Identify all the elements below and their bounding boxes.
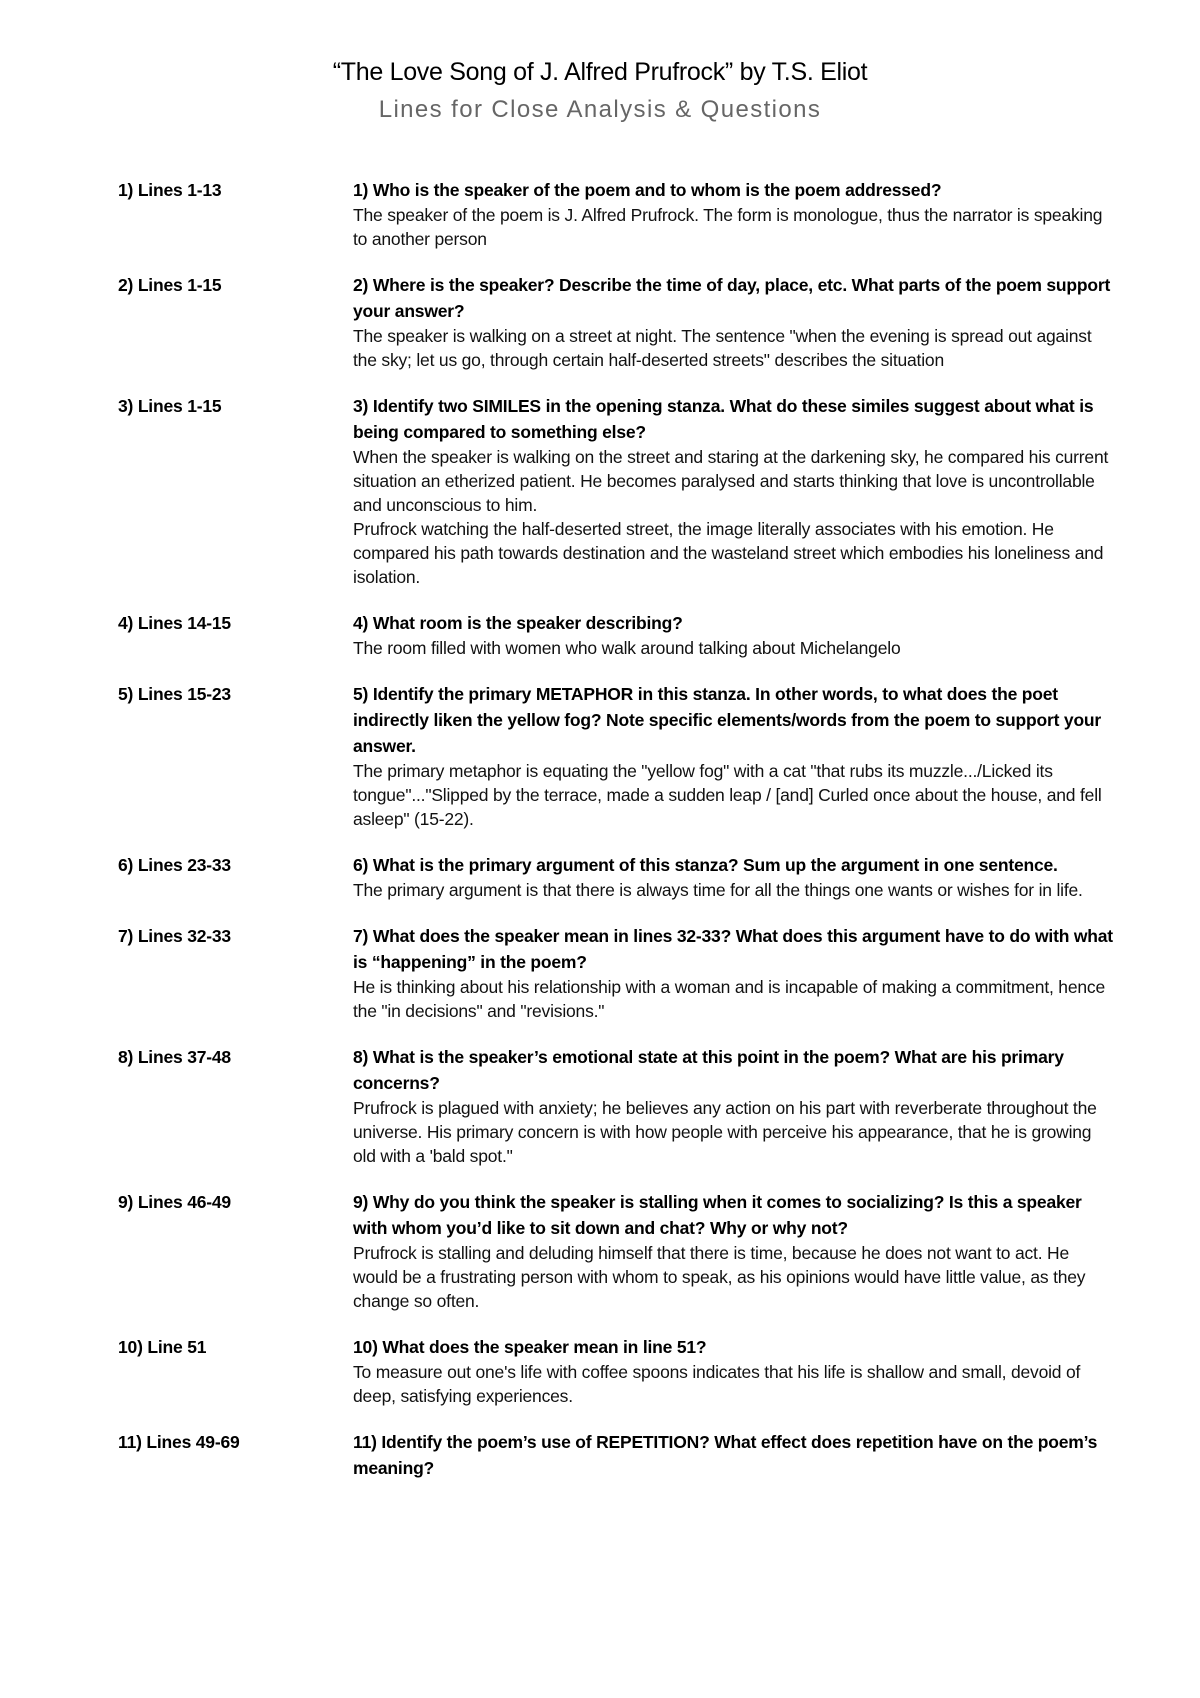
question-text: 1) Who is the speaker of the poem and to whom is the poem addressed?	[353, 180, 942, 200]
answer-text	[353, 878, 1118, 902]
answer-text	[353, 324, 1118, 372]
question-answer-block	[353, 681, 1118, 831]
question-text: 9) Why do you think the speaker is stalling when it comes to socializing? Is this a speaker with whom you’d like to sit down and chat? Why or why not?	[353, 1192, 1082, 1238]
question-answer-block	[353, 272, 1118, 372]
question-row	[118, 681, 1118, 831]
answer-paragraph: Prufrock is plagued with anxiety; he believes any action on his part with reverberate throughout the universe. His primary concern is with how people with perceive his appearance, that he is growing old with a 'bald spot."	[353, 1098, 1097, 1166]
question-text: 5) Identify the primary METAPHOR in this stanza. In other words, to what does the poet indirectly liken the yellow fog? Note specific elements/words from the poem to support your answer.	[353, 684, 1102, 756]
question-text: 4) What room is the speaker describing?	[353, 613, 683, 633]
line-range: 8) Lines 37-48	[118, 1047, 231, 1067]
question-row	[118, 393, 1118, 589]
answer-paragraph: The speaker of the poem is J. Alfred Prufrock. The form is monologue, thus the narrator is speaking to another person	[353, 205, 1103, 249]
line-range: 5) Lines 15-23	[118, 684, 231, 704]
question-text: 10) What does the speaker mean in line 51?	[353, 1337, 707, 1357]
question-row	[118, 923, 1118, 1023]
answer-paragraph: He is thinking about his relationship with a woman and is incapable of making a commitment, hence the "in decisions" and "revisions."	[353, 977, 1105, 1021]
answer-paragraph: To measure out one's life with coffee spoons indicates that his life is shallow and small, devoid of deep, satisfying experiences.	[353, 1362, 1081, 1406]
answer-paragraph: The primary argument is that there is always time for all the things one wants or wishes for in life.	[353, 880, 1083, 900]
question-row	[118, 1334, 1118, 1408]
answer-text	[353, 759, 1118, 831]
answer-text	[353, 636, 1118, 660]
answer-text	[353, 1096, 1118, 1168]
question-text: 3) Identify two SIMILES in the opening stanza. What do these similes suggest about what is being compared to something else?	[353, 396, 1094, 442]
question-row	[118, 177, 1118, 251]
answer-text	[353, 203, 1118, 251]
answer-paragraph: The primary metaphor is equating the "yellow fog" with a cat "that rubs its muzzle.../Licked its tongue"..."Slipped by the terrace, made a sudden leap / [and] Curled once about the house, and fell asleep" (15-22).	[353, 761, 1102, 829]
line-range: 3) Lines 1-15	[118, 396, 222, 416]
question-row	[118, 1044, 1118, 1168]
answer-text	[353, 975, 1118, 1023]
question-answer-block	[353, 177, 1118, 251]
line-range: 9) Lines 46-49	[118, 1192, 231, 1212]
question-text: 2) Where is the speaker? Describe the time of day, place, etc. What parts of the poem support your answer?	[353, 275, 1111, 321]
line-range: 2) Lines 1-15	[118, 275, 222, 295]
question-answer-block	[353, 1334, 1118, 1408]
question-text: 7) What does the speaker mean in lines 32-33? What does this argument have to do with what is “happening” in the poem?	[353, 926, 1113, 972]
question-answer-block	[353, 393, 1118, 589]
answer-paragraph: The speaker is walking on a street at night. The sentence "when the evening is spread out against the sky; let us go, through certain half-deserted streets" describes the situation	[353, 326, 1092, 370]
question-answer-block	[353, 1044, 1118, 1168]
question-text: 6) What is the primary argument of this stanza? Sum up the argument in one sentence.	[353, 855, 1058, 875]
question-answer-block	[353, 610, 1118, 660]
line-range: 7) Lines 32-33	[118, 926, 231, 946]
answer-paragraph: The room filled with women who walk around talking about Michelangelo	[353, 638, 901, 658]
document-title: “The Love Song of J. Alfred Prufrock” by T.S. Eliot	[332, 58, 868, 86]
answer-paragraph: When the speaker is walking on the street and staring at the darkening sky, he compared his current situation an etherized patient. He becomes paralysed and starts thinking that love is uncontrollable and unconscious to him.	[353, 447, 1109, 515]
line-range: 4) Lines 14-15	[118, 613, 231, 633]
line-range: 11) Lines 49-69	[118, 1432, 240, 1452]
answer-paragraph: Prufrock is stalling and deluding himself that there is time, because he does not want to act. He would be a frustrating person with whom to speak, as his opinions would have little value, as they change so often.	[353, 1243, 1086, 1311]
question-row	[118, 1429, 1118, 1481]
question-answer-block	[353, 852, 1118, 902]
line-range: 1) Lines 1-13	[118, 180, 222, 200]
question-row	[118, 610, 1118, 660]
line-range: 6) Lines 23-33	[118, 855, 231, 875]
question-list	[118, 177, 1118, 1502]
answer-text	[353, 1241, 1118, 1313]
question-text: 8) What is the speaker’s emotional state at this point in the poem? What are his primary concerns?	[353, 1047, 1064, 1093]
answer-text	[353, 445, 1118, 589]
question-answer-block	[353, 1429, 1118, 1481]
question-row	[118, 852, 1118, 902]
question-row	[118, 1189, 1118, 1313]
question-answer-block	[353, 923, 1118, 1023]
answer-text	[353, 1360, 1118, 1408]
answer-paragraph: Prufrock watching the half-deserted street, the image literally associates with his emotion. He compared his path towards destination and the wasteland street which embodies his loneliness and isolation.	[353, 519, 1104, 587]
question-text: 11) Identify the poem’s use of REPETITION? What effect does repetition have on the poem’s meaning?	[353, 1432, 1098, 1478]
question-answer-block	[353, 1189, 1118, 1313]
line-range: 10) Line 51	[118, 1337, 207, 1357]
document-subtitle: Lines for Close Analysis & Questions	[378, 96, 822, 123]
question-row	[118, 272, 1118, 372]
